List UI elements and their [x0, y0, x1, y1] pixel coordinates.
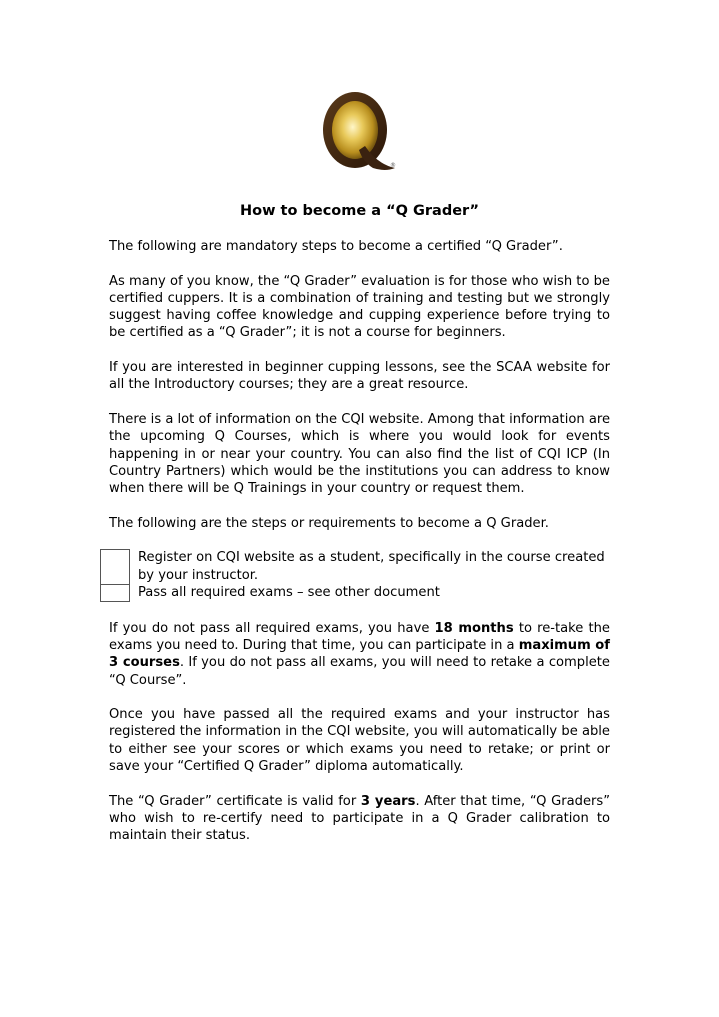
paragraph-steps-intro: The following are the steps or requirements to become a Q Grader. — [109, 515, 549, 531]
paragraph-evaluation: As many of you know, the “Q Grader” evaluation is for those who wish to be certified cuppers. It is a combination of training and testing but we strongly suggest having coffee knowledge and cupping experience before trying to be certified as a “Q Grader”; it is not a course for beginners. — [109, 273, 610, 341]
step-text: Register on CQI website as a student, specifically in the course created by your instructor. — [138, 550, 605, 583]
checkbox[interactable] — [100, 549, 130, 584]
checkbox[interactable] — [100, 584, 130, 602]
bold-text: 18 months — [434, 620, 514, 636]
intro-paragraph: The following are mandatory steps to become a certified “Q Grader”. — [109, 239, 563, 254]
paragraph-beginner: If you are interested in beginner cupping lessons, see the SCAA website for all the Introductory courses; they are a great resource. — [109, 360, 610, 393]
list-item — [100, 549, 610, 584]
text-run: to re-take the exams you need to. During that time, you can participate in a — [109, 620, 610, 653]
bold-text: 3 years — [360, 793, 416, 809]
text-run: If you do not pass all required exams, you have — [109, 620, 435, 636]
bold-text: maximum of 3 courses — [109, 637, 610, 671]
text-run: . After that time, “Q Graders” who wish to re-certify need to participate in a Q Grader calibration to maintain their status. — [109, 793, 610, 844]
text-run: . If you do not pass all exams, you will need to retake a complete “Q Course”. — [109, 655, 610, 688]
paragraph-cqi-website: There is a lot of information on the CQI website. Among that information are the upcoming Q Courses, which is where you would look for events happening in or near your country. You can also find the list of CQI ICP (In Country Partners) which would be the institutions you can address to know when there will be Q Trainings in your country or request them. — [109, 411, 610, 497]
step-text: Pass all required exams – see other document — [138, 585, 440, 601]
page-title: How to become a “Q Grader” — [240, 203, 479, 219]
q-logo-icon — [315, 88, 401, 176]
registered-mark: ® — [390, 162, 396, 169]
paragraph-retake — [109, 620, 610, 689]
list-item — [100, 584, 610, 602]
paragraph-validity — [109, 793, 610, 845]
document-body — [109, 238, 610, 862]
text-run: The “Q Grader” certificate is valid for — [109, 793, 361, 809]
paragraph-passed: Once you have passed all the required exams and your instructor has registered the information in the CQI website, you will automatically be able to either see your scores or which exams you need to retake; or print or save your “Certified Q Grader” diploma automatically. — [109, 707, 610, 775]
steps-list — [100, 549, 610, 602]
